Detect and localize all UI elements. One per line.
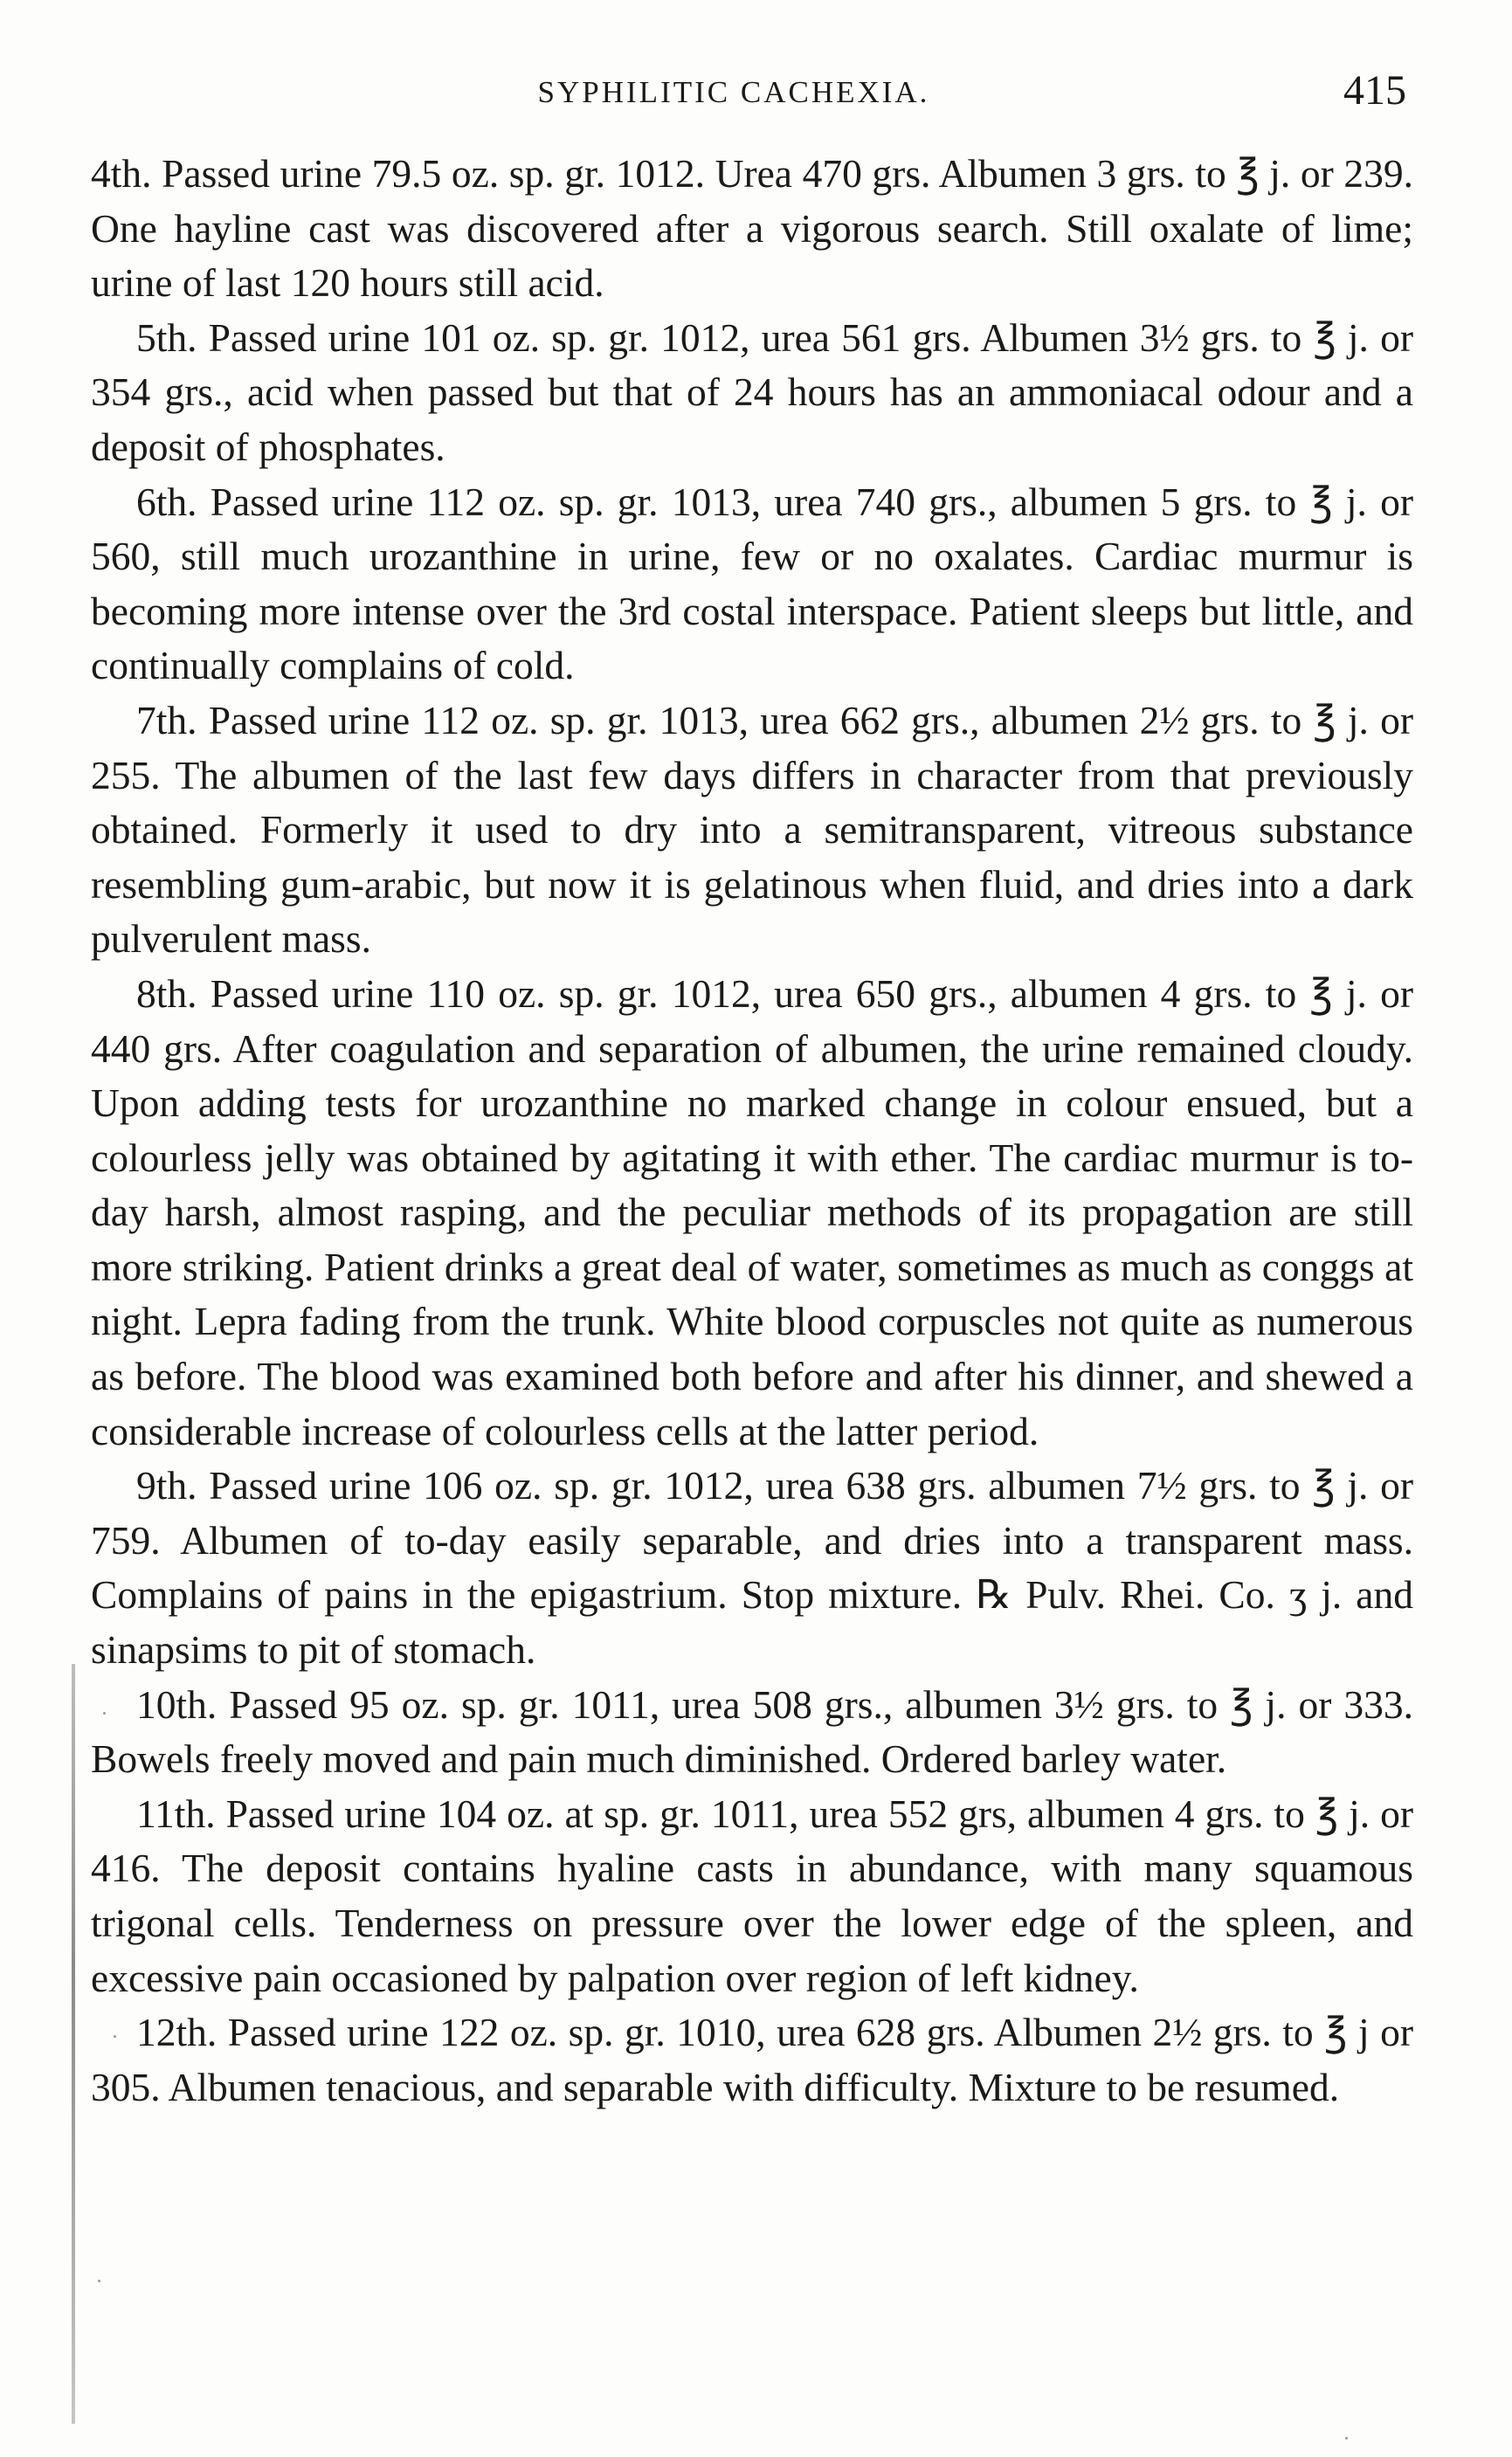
paragraph-4th: 4th. Passed urine 79.5 oz. sp. gr. 1012. Urea 470 grs. Albumen 3 grs. to ℥ j. or 239. One hayline cast was discovered after a vigorous search. Still oxalate of lime; urine of last 120 hours still acid. [91,151,1413,306]
paragraph-11th: 11th. Passed urine 104 oz. at sp. gr. 1011, urea 552 grs, albumen 4 grs. to ℥ j. or 416. The deposit contains hyaline casts in abundance, with many squamous trigonal cells. Tenderness on pressure over the lower edge of the spleen, and excessive pain occasioned by palpation over region of left kidney. [91,1791,1413,2000]
running-title: SYPHILITIC CACHEXIA. [537,75,930,109]
body-text [91,147,1413,2115]
paragraph-5th: 5th. Passed urine 101 oz. sp. gr. 1012, urea 561 grs. Albumen 3½ grs. to ℥ j. or 354 grs., acid when passed but that of 24 hours has an ammoniacal odour and a deposit of phosphates. [91,314,1413,469]
scan-speck [114,2035,116,2038]
page-number: 415 [1343,67,1406,114]
scan-speck [1345,2437,1348,2440]
paragraph-9th: 9th. Passed urine 106 oz. sp. gr. 1012, urea 638 grs. albumen 7½ grs. to ℥ j. or 759. Albumen of to-day easily separable, and dries into a transparent mass. Complains of pains in the epigastrium. Stop mixture. ℞ Pulv. Rhei. Co. ʒ j. and sinapsims to pit of stomach. [91,1463,1413,1673]
paragraph-7th: 7th. Passed urine 112 oz. sp. gr. 1013, urea 662 grs., albumen 2½ grs. to ℥ j. or 255. The albumen of the last few days differs in character from that previously obtained. Formerly it used to dry into a semitransparent, vitreous substance resembling gum-arabic, but now it is gelatinous when fluid, and dries into a dark pulverulent mass. [91,697,1413,962]
scan-speck [103,1712,106,1715]
paragraph-8th: 8th. Passed urine 110 oz. sp. gr. 1012, urea 650 grs., albumen 4 grs. to ℥ j. or 440 grs. After coagulation and separation of albumen, the urine remained cloudy. Upon adding tests for urozanthine no marked change in colour ensued, but a colourless jelly was obtained by agitating it with ether. The cardiac murmur is to-day harsh, almost rasping, and the peculiar methods of its propagation are still more striking. Patient drinks a great deal of water, sometimes as much as conggs at night. Lepra fading from the trunk. White blood corpuscles not quite as numerous as before. The blood was examined both before and after his dinner, and shewed a considerable increase of colourless cells at the latter period. [91,970,1413,1453]
scan-speck [98,2280,100,2282]
paragraph-10th: 10th. Passed 95 oz. sp. gr. 1011, urea 508 grs., albumen 3½ grs. to ℥ j. or 333. Bowels freely moved and pain much diminished. Ordered barley water. [91,1681,1413,1782]
scan-edge-shadow [72,1664,75,2424]
running-head [61,63,1406,115]
paragraph-12th: 12th. Passed urine 122 oz. sp. gr. 1010, urea 628 grs. Albumen 2½ grs. to ℥ j or 305. Albumen tenacious, and separable with difficulty. Mixture to be resumed. [91,2010,1413,2109]
paragraph-6th: 6th. Passed urine 112 oz. sp. gr. 1013, urea 740 grs., albumen 5 grs. to ℥ j. or 560, still much urozanthine in urine, few or no oxalates. Cardiac murmur is becoming more intense over the 3rd costal interspace. Patient sleeps but little, and continually complains of cold. [91,479,1413,688]
